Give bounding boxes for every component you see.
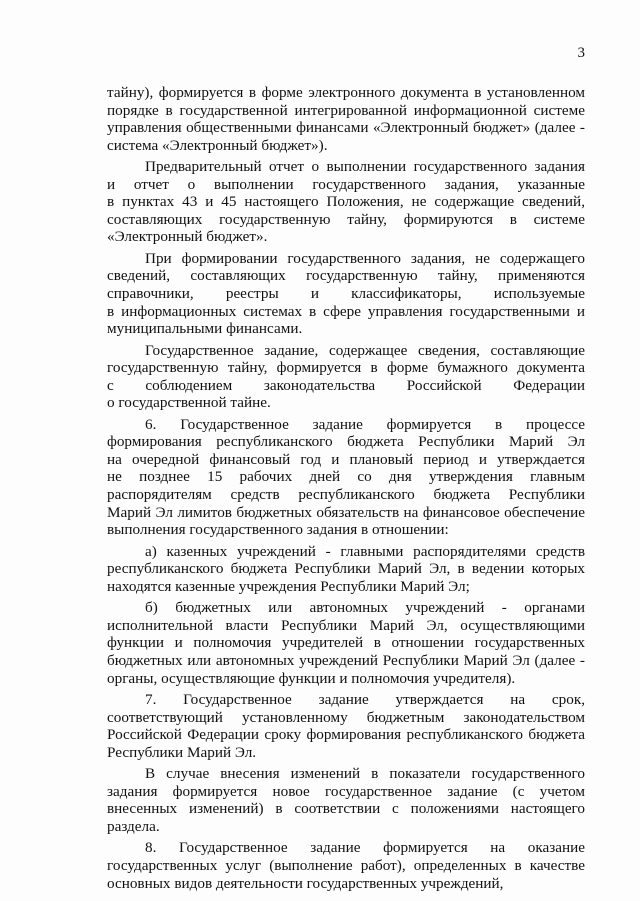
- text-line: При формировании государственного задания, не содержащего: [145, 249, 585, 267]
- text-line: В случае внесения изменений в показатели государственного: [145, 765, 585, 783]
- text-line: 7. Государственное задание утверждается на срок,: [145, 691, 585, 709]
- text-line: в пунктах 43 и 45 настоящего Положения, не содержащие сведений,: [107, 193, 585, 211]
- text-line: составляющих государственную тайну, формируются в системе: [107, 210, 585, 228]
- text-line: Государственное задание, содержащее сведения, составляющие: [145, 341, 585, 359]
- text-line: органы, осуществляющие функции и полномочия учредителя).: [107, 669, 516, 687]
- text-line: Предварительный отчет о выполнении государственного задания: [145, 158, 585, 176]
- paragraph: [107, 839, 585, 892]
- text-line: основных видов деятельности государственных учреждений,: [107, 874, 504, 892]
- text-line: республиканского бюджета Республики Марий Эл, в ведении которых: [107, 560, 585, 578]
- paragraph: [107, 416, 585, 539]
- text-line: формирования республиканского бюджета Республики Марий Эл: [107, 433, 585, 451]
- text-line: в информационных системах в сфере управления государственными и: [107, 302, 585, 320]
- text-line: тайну), формируется в форме электронного документа в установленном: [107, 84, 585, 101]
- text-line: задания формируется новое государственное задание (с учетом: [107, 782, 585, 800]
- text-line: на очередной финансовый год и плановый период и утверждается: [107, 450, 585, 468]
- text-line: находятся казенные учреждения Республики Марий Эл;: [107, 577, 470, 595]
- text-line: внесенных изменений) в соответствии с положениями настоящего: [107, 800, 585, 818]
- text-line: государственных услуг (выполнение работ), определенных в качестве: [107, 856, 585, 874]
- paragraph: [107, 543, 585, 596]
- text-line: порядке в государственной интегрированной информационной системе: [107, 101, 585, 119]
- page-number: 3: [577, 45, 585, 61]
- text-line: «Электронный бюджет».: [107, 228, 268, 246]
- text-line: Российской Федерации сроку формирования республиканского бюджета: [107, 726, 585, 744]
- text-line: с соблюдением законодательства Российской Федерации: [107, 376, 585, 394]
- text-line: выполнения государственного задания в отношении:: [107, 521, 449, 539]
- text-line: 6. Государственное задание формируется в процессе: [145, 415, 585, 433]
- text-line: соответствующий установленному бюджетным законодательством: [107, 708, 585, 726]
- document-body: [107, 84, 585, 892]
- text-line: распорядителям средств республиканского бюджета Республики: [107, 486, 585, 504]
- text-line: а) казенных учреждений - главными распорядителями средств: [145, 542, 585, 560]
- paragraph: [107, 691, 585, 761]
- text-line: справочники, реестры и классификаторы, используемые: [107, 285, 585, 303]
- paragraph: [107, 250, 585, 338]
- text-line: Республики Марий Эл.: [107, 743, 257, 761]
- paragraph: [107, 84, 585, 154]
- text-line: б) бюджетных или автономных учреждений - органами: [145, 599, 585, 617]
- paragraph: [107, 342, 585, 412]
- text-line: система «Электронный бюджет»).: [107, 136, 328, 154]
- text-line: раздела.: [107, 817, 160, 835]
- text-line: муниципальными финансами.: [107, 320, 303, 338]
- text-line: исполнительной власти Республики Марий Эл, осуществляющими: [107, 616, 585, 634]
- paragraph: [107, 158, 585, 246]
- paragraph: [107, 765, 585, 835]
- text-line: и отчет о выполнении государственного задания, указанные: [107, 175, 585, 193]
- text-line: не позднее 15 рабочих дней со дня утверждения главным: [107, 468, 585, 486]
- text-line: государственную тайну, формируется в форме бумажного документа: [107, 359, 585, 377]
- text-line: управления общественными финансами «Электронный бюджет» (далее -: [107, 119, 585, 137]
- text-line: о государственной тайне.: [107, 394, 271, 412]
- text-line: сведений, составляющих государственную тайну, применяются: [107, 267, 585, 285]
- text-line: функции и полномочия учредителей в отношении государственных: [107, 634, 585, 652]
- paragraph: [107, 599, 585, 687]
- text-line: 8. Государственное задание формируется на оказание: [145, 839, 585, 857]
- text-line: Марий Эл лимитов бюджетных обязательств на финансовое обеспечение: [107, 503, 585, 521]
- text-line: бюджетных или автономных учреждений Республики Марий Эл (далее -: [107, 651, 585, 669]
